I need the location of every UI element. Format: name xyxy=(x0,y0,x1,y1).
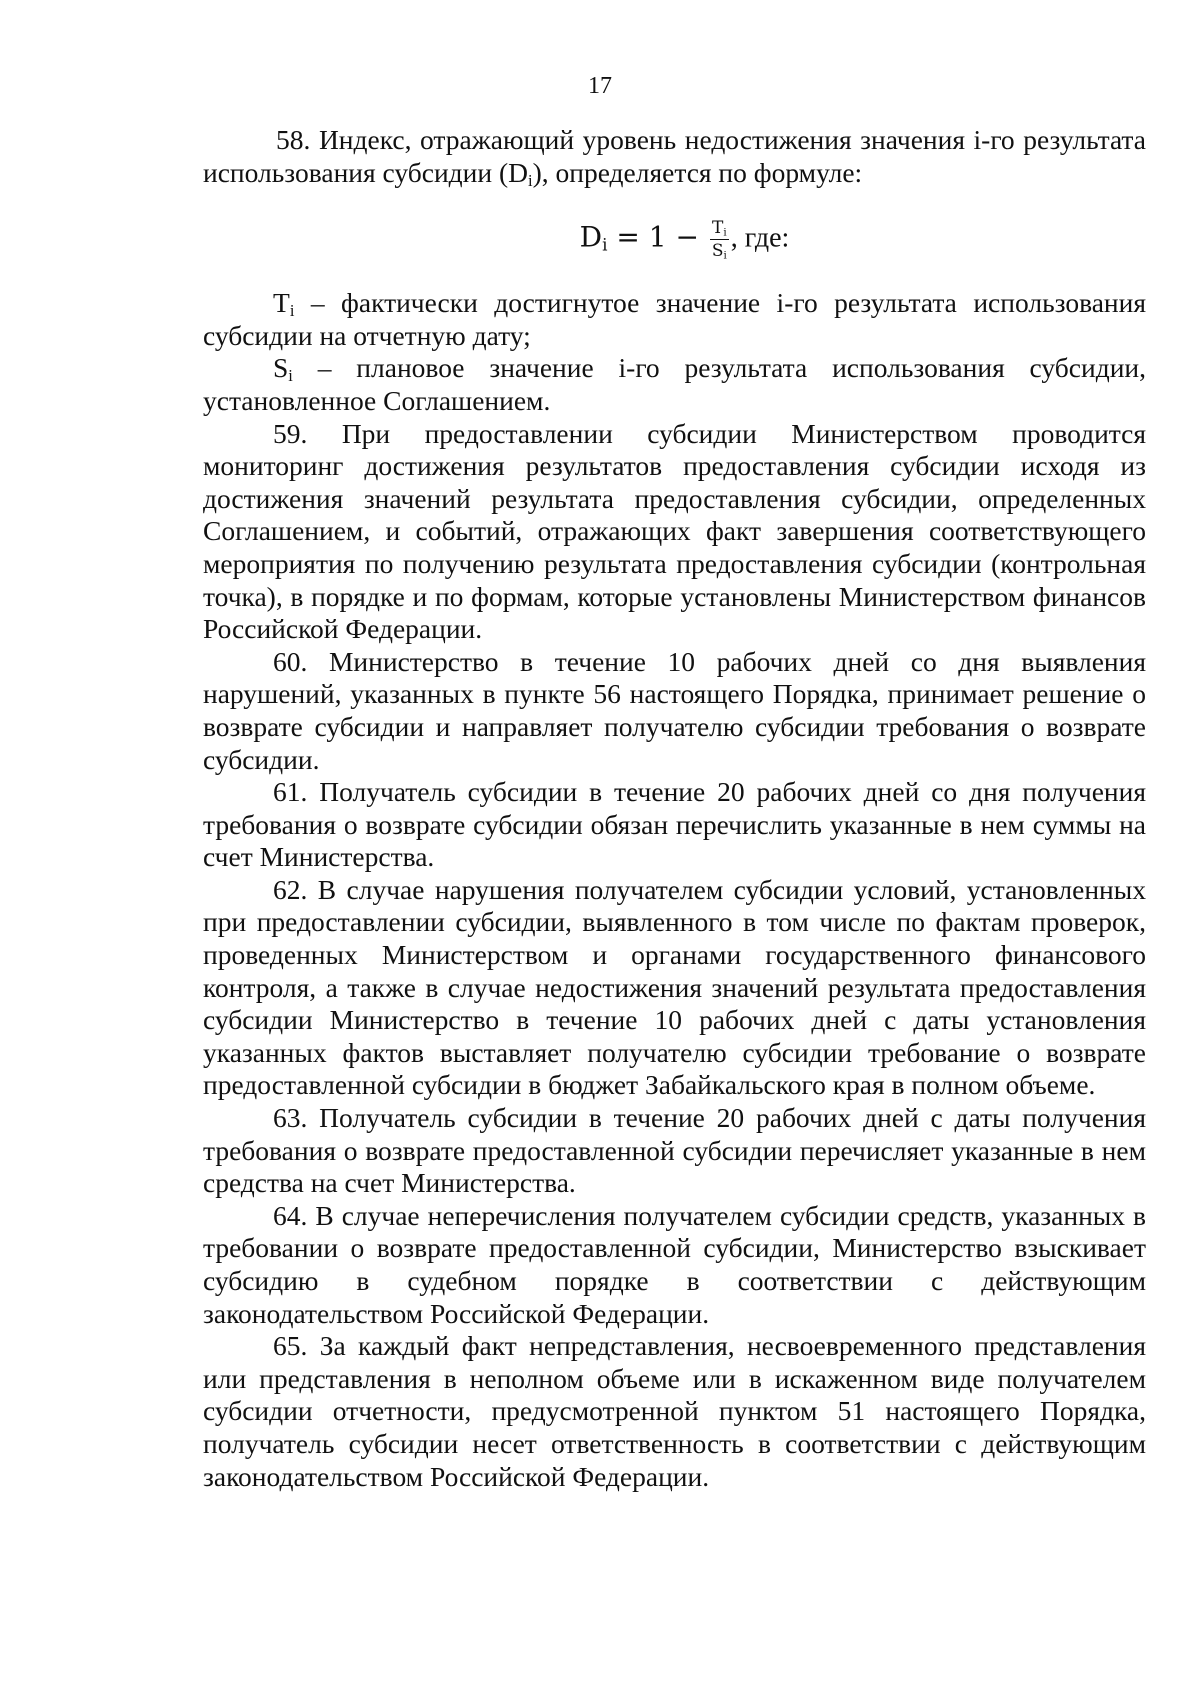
formula-numerator xyxy=(710,218,729,240)
formula xyxy=(203,189,1146,287)
definition-si-subscript: i xyxy=(288,366,293,386)
formula-fraction xyxy=(710,218,729,262)
formula-equals: = 1 − xyxy=(607,220,708,254)
formula-lhs: D xyxy=(579,220,603,254)
paragraph-58-text: 58. Индекс, отражающий уровень недостижения значения i-го результата использования субсидии (D xyxy=(203,124,1146,188)
document-body xyxy=(203,124,1146,1493)
paragraph-64: 64. В случае неперечисления получателем субсидии средств, указанных в требовании о возврате предоставленной субсидии, Министерство взыскивает субсидию в судебном порядке в соответствии с действующим законодательством Российской Федерации. xyxy=(203,1199,1146,1329)
definition-ti-text: – фактически достигнутое значение i-го результата использования субсидии на отчетную дату; xyxy=(203,287,1146,351)
definition-si-symbol: S xyxy=(273,352,289,384)
page-number: 17 xyxy=(588,73,612,99)
definition-si xyxy=(203,352,1146,417)
definition-ti xyxy=(203,287,1146,352)
paragraph-62: 62. В случае нарушения получателем субсидии условий, установленных при предоставлении субсидии, выявленного в том числе по фактам проверок, проведенных Министерством и органами государственного финансового контроля, а также в случае недостижения значений результата предоставления субсидии Министерство в течение 10 рабочих дней с даты установления указанных фактов выставляет получателю субсидии требование о возврате предоставленной субсидии в бюджет Забайкальского края в полном объеме. xyxy=(203,873,1146,1101)
paragraph-58-subscript: i xyxy=(528,170,533,190)
definition-si-text: – плановое значение i-го результата использования субсидии, установленное Соглашением. xyxy=(203,352,1146,416)
paragraph-58 xyxy=(203,124,1146,189)
definition-ti-symbol: T xyxy=(273,287,290,319)
paragraph-63: 63. Получатель субсидии в течение 20 рабочих дней с даты получения требования о возврате предоставленной субсидии перечисляет указанные в нем средства на счет Министерства. xyxy=(203,1102,1146,1199)
paragraph-61: 61. Получатель субсидии в течение 20 рабочих дней со дня получения требования о возврате субсидии обязан перечислить указанные в нем суммы на счет Министерства. xyxy=(203,776,1146,873)
paragraph-58-text-end: ), определяется по формуле: xyxy=(532,156,863,188)
formula-tail: , где: xyxy=(730,222,790,254)
formula-numerator-letter: T xyxy=(712,217,724,238)
formula-denominator-subscript: i xyxy=(723,250,727,262)
definition-ti-subscript: i xyxy=(289,301,295,321)
paragraph-60: 60. Министерство в течение 10 рабочих дней со дня выявления нарушений, указанных в пункте 56 настоящего Порядка, принимает решение о возврате субсидии и направляет получателю субсидии требования о возврате субсидии. xyxy=(203,645,1146,775)
formula-denominator xyxy=(710,240,729,261)
formula-numerator-subscript: i xyxy=(723,227,727,239)
paragraph-65: 65. За каждый факт непредставления, несвоевременного представления или представления в неполном объеме или в искаженном виде получателем субсидии отчетности, предусмотренной пунктом 51 настоящего Порядка, получатель субсидии несет ответственность в соответствии с действующим законодательством Российской Федерации. xyxy=(203,1330,1146,1492)
formula-denominator-letter: S xyxy=(711,241,724,262)
formula-lhs-subscript: i xyxy=(602,234,608,255)
paragraph-59: 59. При предоставлении субсидии Министерством проводится мониторинг достижения результатов предоставления субсидии исходя из достижения значений результата предоставления субсидии, определенных Соглашением, и событий, отражающих факт завершения соответствующего мероприятия по получению результата предоставления субсидии (контрольная точка), в порядке и по формам, которые установлены Министерством финансов Российской Федерации. xyxy=(203,417,1146,645)
